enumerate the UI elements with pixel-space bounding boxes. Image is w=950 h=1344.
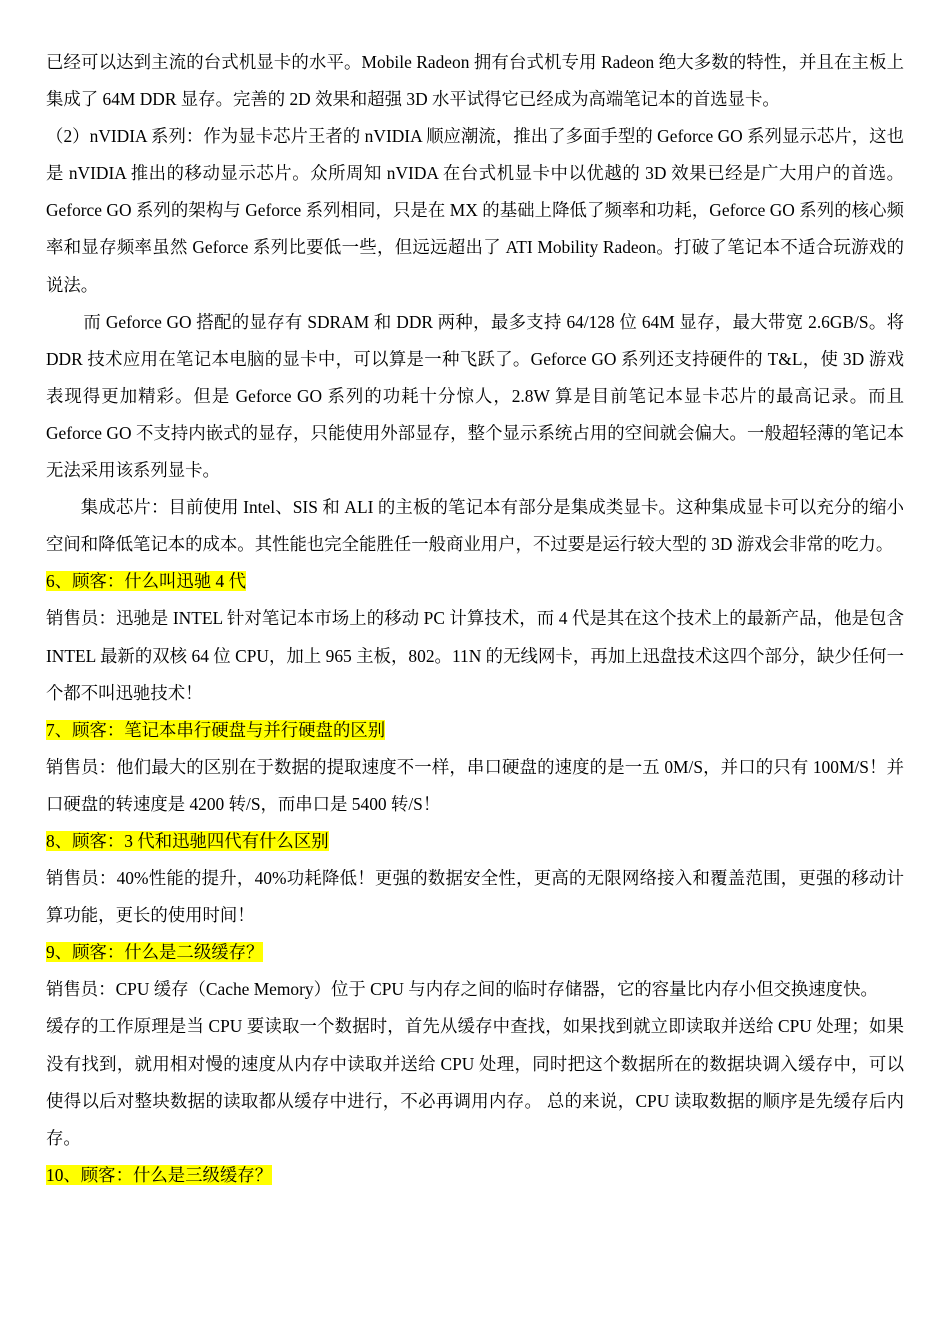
highlighted-question: 6、顾客：什么叫迅驰 4 代 [46,571,246,592]
highlighted-question: 9、顾客：什么是二级缓存？ [46,942,264,963]
answer-paragraph: 销售员：迅驰是 INTEL 针对笔记本市场上的移动 PC 计算技术，而 4 代是其在这个技术上的最新产品，他是包含 INTEL 最新的双核 64 位 CPU，加上 965 主板，802。11N 的无线网卡，再加上迅盘技术这四个部分，缺少任何一个都不叫迅驰技术！ [46,608,904,703]
question-heading [46,712,904,749]
answer-paragraph: 销售员：他们最大的区别在于数据的提取速度不一样，串口硬盘的速度的是一五 0M/S，并口的只有 100M/S！并口硬盘的转速度是 4200 转/S，而串口是 5400 转/S！ [46,756,904,814]
question-heading [46,1157,904,1194]
highlighted-question: 7、顾客：笔记本串行硬盘与并行硬盘的区别 [46,719,386,740]
question-heading [46,934,904,971]
body-paragraph: 集成芯片：目前使用 Intel、SIS 和 ALI 的主板的笔记本有部分是集成类显卡。这种集成显卡可以充分的缩小空间和降低笔记本的成本。其性能也完全能胜任一般商业用户，不过要是运行较大型的 3D 游戏会非常的吃力。 [46,497,904,555]
body-paragraph: 而 Geforce GO 搭配的显存有 SDRAM 和 DDR 两种，最多支持 64/128 位 64M 显存，最大带宽 2.6GB/S。将 DDR 技术应用在笔记本电脑的显卡中，可以算是一种飞跃了。Geforce GO 系列还支持硬件的 T&L，使 3D 游戏表现得更加精彩。但是 Geforce GO 系列的功耗十分惊人，2.8W 算是目前笔记本显卡芯片的最高记录。而且 Geforce GO 不支持内嵌式的显存，只能使用外部显存，整个显示系统占用的空间就会偏大。一般超轻薄的笔记本无法采用该系列显卡。 [46,311,904,481]
body-paragraph: 已经可以达到主流的台式机显卡的水平。Mobile Radeon 拥有台式机专用 Radeon 绝大多数的特性，并且在主板上集成了 64M DDR 显存。完善的 2D 效果和超强 3D 水平试得它已经成为高端笔记本的首选显卡。 [46,52,904,110]
answer-paragraph: 销售员：CPU 缓存（Cache Memory）位于 CPU 与内存之间的临时存储器，它的容量比内存小但交换速度快。 [46,979,878,1000]
body-paragraph: （2）nVIDIA 系列：作为显卡芯片王者的 nVIDIA 顺应潮流，推出了多面手型的 Geforce GO 系列显示芯片，这也是 nVIDIA 推出的移动显示芯片。众所周知 nVIDA 在台式机显卡中以优越的 3D 效果已经是广大用户的首选。Geforce GO 系列的架构与 Geforce 系列相同，只是在 MX 的基础上降低了频率和功耗，Geforce GO 系列的核心频率和显存频率虽然 Geforce 系列比要低一些，但远远超出了 ATI Mobility Radeon。打破了笔记本不适合玩游戏的说法。 [46,126,904,295]
highlighted-question: 10、顾客：什么是三级缓存？ [46,1164,273,1185]
highlighted-question: 8、顾客：3 代和迅驰四代有什么区别 [46,830,329,851]
document-page [46,44,904,1194]
answer-paragraph: 销售员：40%性能的提升，40%功耗降低！更强的数据安全性，更高的无限网络接入和覆盖范围，更强的移动计算功能，更长的使用时间！ [46,868,904,926]
question-heading [46,823,904,860]
question-heading [46,563,904,600]
body-paragraph: 缓存的工作原理是当 CPU 要读取一个数据时，首先从缓存中查找，如果找到就立即读取并送给 CPU 处理；如果没有找到，就用相对慢的速度从内存中读取并送给 CPU 处理，同时把这个数据所在的数据块调入缓存中，可以使得以后对整块数据的读取都从缓存中进行，不必再调用内存。 总的来说，CPU 读取数据的顺序是先缓存后内存。 [46,1016,904,1148]
